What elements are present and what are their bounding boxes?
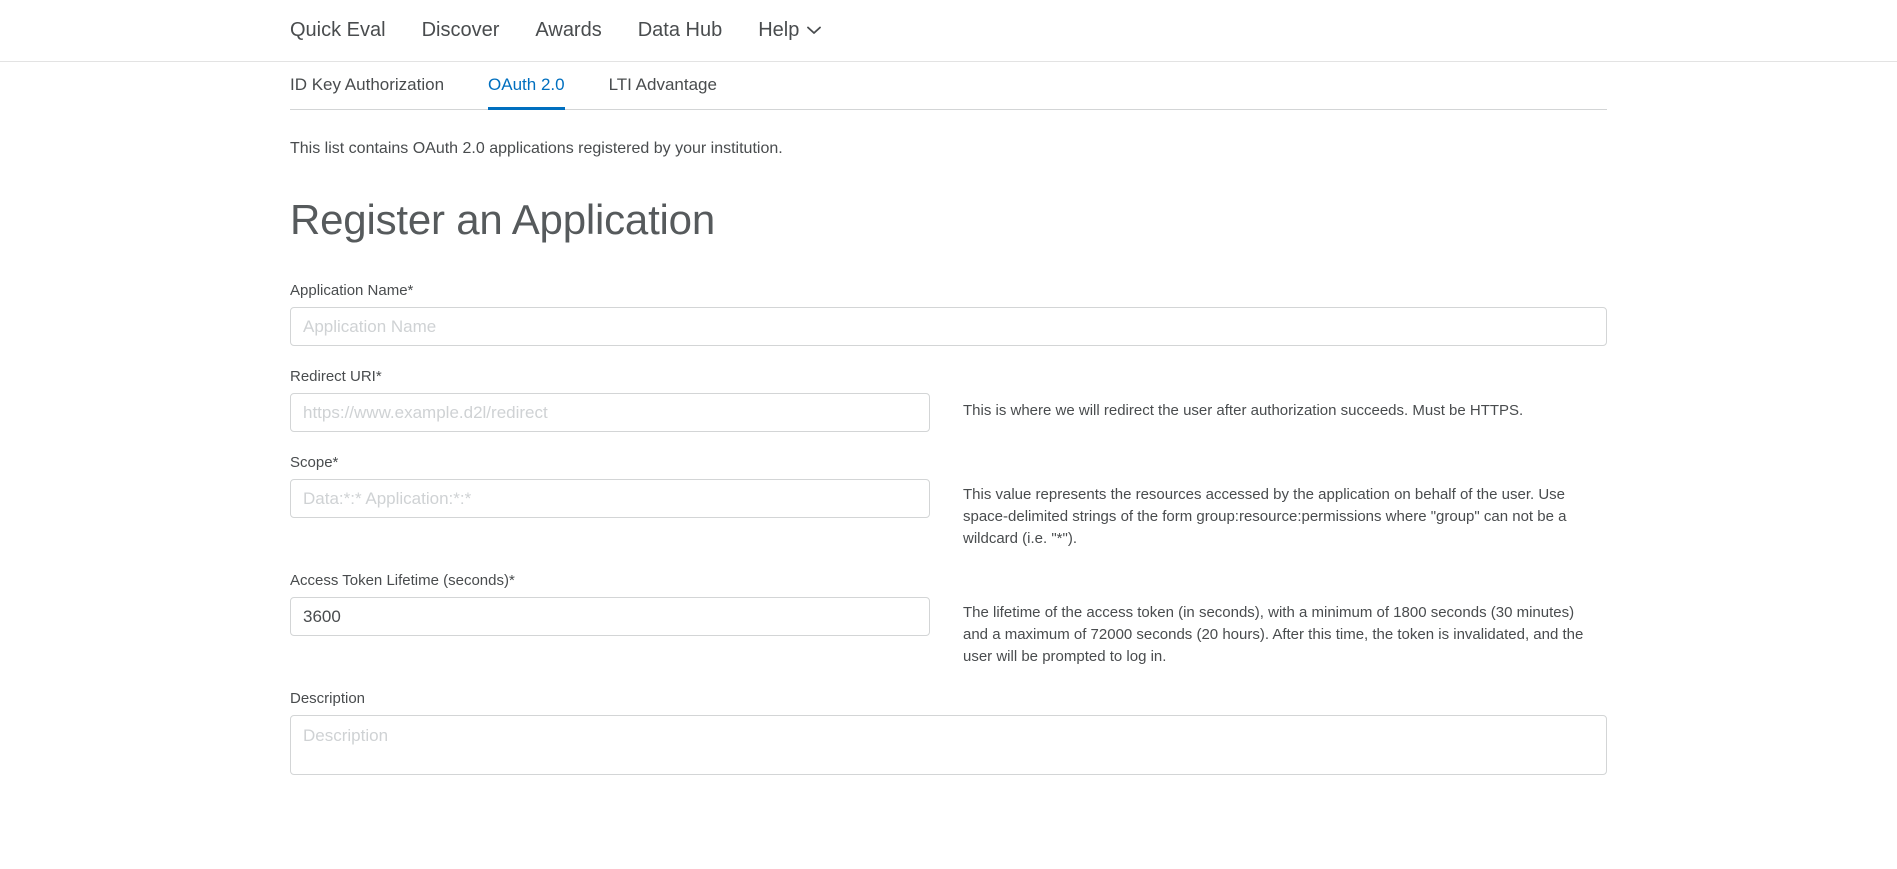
field-access-token-lifetime — [290, 572, 1607, 668]
nav-data-hub-label: Data Hub — [637, 19, 723, 41]
field-description — [290, 690, 1607, 780]
field-application-name — [290, 282, 1607, 346]
field-scope — [290, 454, 1607, 550]
nav-discover[interactable] — [422, 19, 500, 42]
page-title: Register an Application — [290, 196, 715, 243]
description-textarea[interactable] — [290, 715, 1607, 775]
access-token-lifetime-input[interactable] — [290, 597, 930, 636]
redirect-uri-label: Redirect URI* — [290, 368, 382, 385]
description-label: Description — [290, 690, 366, 707]
scope-input[interactable] — [290, 479, 930, 518]
tab-lti-advantage-label: LTI Advantage — [608, 75, 717, 94]
access-token-lifetime-label: Access Token Lifetime (seconds)* — [290, 572, 515, 589]
tab-oauth-2-label: OAuth 2.0 — [488, 75, 565, 94]
redirect-uri-help-text: This is where we will redirect the user after authorization succeeds. Must be HTTPS. — [963, 402, 1524, 419]
tab-id-key-authorization-label: ID Key Authorization — [290, 75, 445, 94]
nav-help[interactable] — [758, 19, 819, 42]
tab-id-key-authorization[interactable] — [290, 75, 444, 110]
access-token-lifetime-help-text: The lifetime of the access token (in seconds), with a minimum of 1800 seconds (30 minutes) and a maximum of 72000 seconds (20 hours). After this time, the token is invalidated, and the user will be prompted to log in. — [963, 604, 1584, 665]
main-content — [290, 110, 1607, 780]
field-redirect-uri — [290, 368, 1607, 432]
nav-awards-label: Awards — [535, 19, 602, 41]
nav-help-label: Help — [758, 19, 800, 41]
application-name-input[interactable] — [290, 307, 1607, 346]
tab-oauth-2[interactable] — [488, 75, 565, 110]
nav-discover-label: Discover — [421, 19, 500, 41]
scope-help-text: This value represents the resources accessed by the application on behalf of the user. Use space-delimited strings of the form group:resource:permissions where "group" can not be a wildcard (i.e. "*"). — [963, 486, 1567, 547]
scope-label: Scope* — [290, 454, 339, 471]
nav-data-hub[interactable] — [638, 19, 723, 42]
nav-quick-eval-label: Quick Eval — [290, 19, 386, 41]
chevron-down-icon — [807, 26, 819, 38]
intro-text: This list contains OAuth 2.0 applications registered by your institution. — [290, 140, 783, 157]
application-name-label: Application Name* — [290, 282, 414, 299]
redirect-uri-input[interactable] — [290, 393, 930, 432]
auth-type-tabs — [290, 62, 1607, 110]
nav-awards[interactable] — [535, 19, 601, 42]
tab-lti-advantage[interactable] — [609, 75, 717, 110]
top-navigation-bar — [0, 0, 1897, 62]
nav-quick-eval[interactable] — [290, 19, 386, 42]
